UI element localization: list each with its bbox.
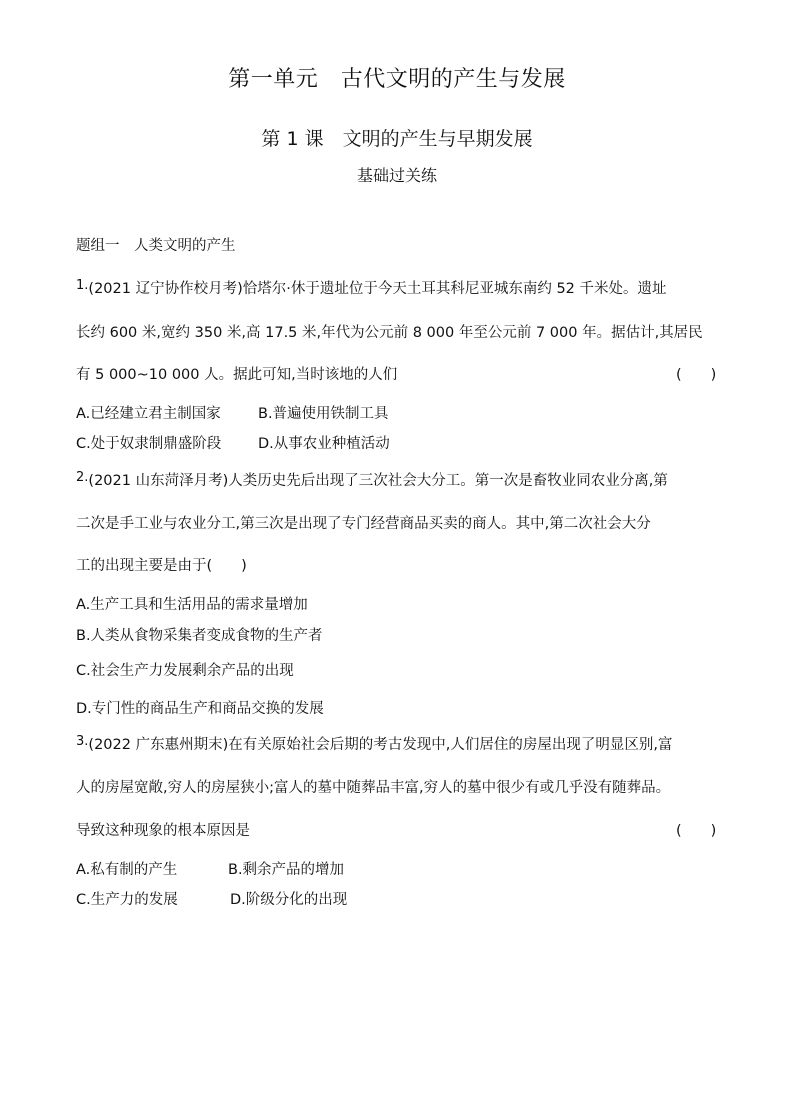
q1-option-a: A.已经建立君主制国家 (76, 406, 221, 422)
question-group-title: 题组一 人类文明的产生 (76, 238, 236, 254)
q1-stem-3: 有 5 000~10 000 人。据此可知,当时该地的人们 (76, 367, 398, 383)
q2-option-d: D.专门性的商品生产和商品交换的发展 (76, 701, 324, 717)
q3-option-c: C.生产力的发展 (76, 892, 178, 908)
unit-title: 第一单元 古代文明的产生与发展 (228, 67, 566, 92)
q1-stem-2: 长约 600 米,宽约 350 米,高 17.5 米,年代为公元前 8 000 年至公元前 7 000 年。据估计,其居民 (76, 325, 703, 341)
q2-option-c: C.社会生产力发展剩余产品的出现 (76, 663, 294, 679)
q2-stem-1: (2021 山东菏泽月考)人类历史先后出现了三次社会大分工。第一次是畜牧业同农业分离,第 (88, 473, 668, 489)
q1-option-c: C.处于奴隶制鼎盛阶段 (76, 436, 222, 452)
q2-option-a: A.生产工具和生活用品的需求量增加 (76, 597, 308, 613)
q2-line-1 (76, 469, 668, 490)
q2-number: 2. (76, 470, 89, 485)
section-title: 基础过关练 (356, 166, 437, 185)
q1-option-d: D.从事农业种植活动 (258, 436, 390, 452)
q2-stem-3: 工的出现主要是由于( ) (76, 558, 247, 574)
q1-option-b: B.普遍使用铁制工具 (258, 406, 389, 422)
q1-answer-blank: ( ) (676, 367, 717, 383)
q3-stem-1: (2022 广东惠州期末)在有关原始社会后期的考古发现中,人们居住的房屋出现了明显区别,富 (88, 737, 673, 753)
q3-stem-2: 人的房屋宽敞,穷人的房屋狭小;富人的墓中随葬品丰富,穷人的墓中很少有或几乎没有随葬品。 (76, 780, 671, 796)
q1-stem-1: (2021 辽宁协作校月考)恰塔尔·休于遗址位于今天土耳其科尼亚城东南约 52 千米处。遗址 (88, 281, 667, 297)
q3-answer-blank: ( ) (676, 823, 717, 839)
q3-stem-3: 导致这种现象的根本原因是 (76, 823, 250, 839)
q3-option-b: B.剩余产品的增加 (228, 862, 345, 878)
lesson-title: 第 1 课 文明的产生与早期发展 (261, 128, 533, 150)
q3-option-d: D.阶级分化的出现 (230, 892, 348, 908)
q3-line-1 (76, 733, 672, 754)
q1-line-1 (76, 277, 667, 298)
q3-number: 3. (76, 734, 89, 749)
q3-option-a: A.私有制的产生 (76, 862, 178, 878)
q2-stem-2: 二次是手工业与农业分工,第三次是出现了专门经营商品买卖的商人。其中,第二次社会大分 (76, 516, 651, 532)
q1-number: 1. (76, 278, 89, 293)
q2-option-b: B.人类从食物采集者变成食物的生产者 (76, 628, 323, 644)
